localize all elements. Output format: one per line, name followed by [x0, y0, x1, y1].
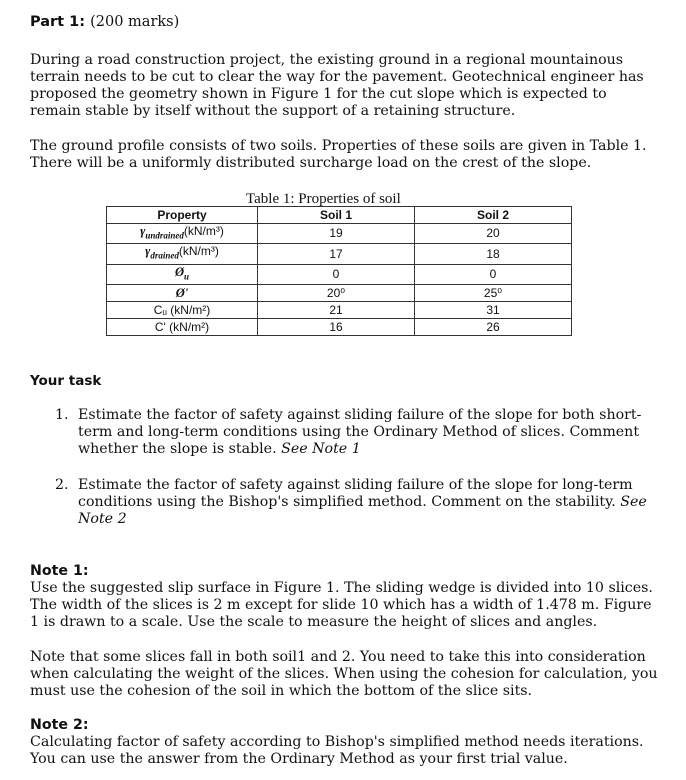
task-item-1: 1. Estimate the factor of safety against sliding failure of the slope for both short-term and long-term conditions using the Ordinary Method of slices. Comment whether the slope is stable. See Note 1	[55, 407, 642, 457]
part-title: Part 1:	[30, 14, 86, 30]
task-item-1-note-ref: See Note 1	[281, 441, 361, 457]
table-row	[107, 319, 572, 336]
soil-2-cell: 26	[415, 319, 572, 336]
soil-1-cell: 21	[258, 302, 415, 319]
property-cell: Cᵤ (kN/m²)	[107, 302, 258, 319]
task-item-2-note-ref: See Note 2	[78, 494, 647, 527]
soil-1-cell: 19	[258, 224, 415, 244]
header-soil-2: Soil 2	[415, 207, 572, 224]
note-2-heading: Note 2:	[30, 717, 89, 733]
soil-2-cell: 0	[415, 264, 572, 284]
soil-2-cell: 25⁰	[415, 285, 572, 302]
soil-1-cell: 0	[258, 264, 415, 284]
table-row	[107, 285, 572, 302]
intro-paragraph-1: During a road construction project, the existing ground in a regional mountainous terrain needs to be cut to clear the way for the pavement. Geotechnical engineer has proposed the geometry shown in Figure 1 for the cut slope which is expected to remain stable by itself without the support of a retaining structure.	[30, 52, 644, 119]
task-item-2: 2. Estimate the factor of safety against sliding failure of the slope for long-term conditions using the Bishop's simplified method. Comment on the stability. See Note 2	[55, 477, 647, 527]
property-cell: $\gamma_{undrained}(kN/m^3)$	[107, 224, 258, 244]
soil-1-cell: 16	[258, 319, 415, 336]
header-property: Property	[107, 207, 258, 224]
intro-paragraph-2: The ground profile consists of two soils. Properties of these soils are given in Table 1. There will be a uniformly distributed surcharge load on the crest of the slope.	[30, 138, 647, 171]
task-item-2-text: Estimate the factor of safety against sliding failure of the slope for long-term conditions using the Bishop's simplified method. Comment on the stability.	[78, 477, 633, 510]
soil-1-cell: 20⁰	[258, 285, 415, 302]
header-soil-1: Soil 1	[258, 207, 415, 224]
property-cell: $Ø_u$	[107, 264, 258, 284]
soil-2-cell: 31	[415, 302, 572, 319]
part-heading	[30, 14, 658, 31]
table-row	[107, 264, 572, 284]
soil-2-cell: 18	[415, 244, 572, 264]
table-header-row	[107, 207, 572, 224]
table-row	[107, 224, 572, 244]
property-cell: C' (kN/m²)	[107, 319, 258, 336]
task-heading: Your task	[30, 373, 102, 389]
property-cell: $\gamma_{drained}(kN/m^3)$	[107, 244, 258, 264]
soil-1-cell: 17	[258, 244, 415, 264]
task-item-1-text: Estimate the factor of safety against sliding failure of the slope for both short-term and long-term conditions using the Ordinary Method of slices. Comment whether the slope is stable.	[78, 407, 642, 457]
note-1-heading: Note 1:	[30, 563, 89, 579]
table-caption: Table 1: Properties of soil	[246, 191, 401, 207]
table-row	[107, 244, 572, 264]
note-2-paragraph-1: Calculating factor of safety according to Bishop's simplified method needs iterations. You can use the answer from the Ordinary Method as your first trial value.	[30, 734, 644, 767]
properties-table	[106, 206, 572, 336]
note-1-paragraph-2: Note that some slices fall in both soil1 and 2. You need to take this into consideration when calculating the weight of the slices. When using the cohesion for calculation, you must use the cohesion of the soil in which the bottom of the slice sits.	[30, 649, 658, 699]
property-cell: Ø'	[107, 285, 258, 302]
note-1-paragraph-1: Use the suggested slip surface in Figure 1. The sliding wedge is divided into 10 slices. The width of the slices is 2 m except for slide 10 which has a width of 1.478 m. Figure 1 is drawn to a scale. Use the scale to measure the height of slices and angles.	[30, 580, 653, 630]
part-marks: (200 marks)	[90, 14, 180, 30]
table-row	[107, 302, 572, 319]
soil-2-cell: 20	[415, 224, 572, 244]
